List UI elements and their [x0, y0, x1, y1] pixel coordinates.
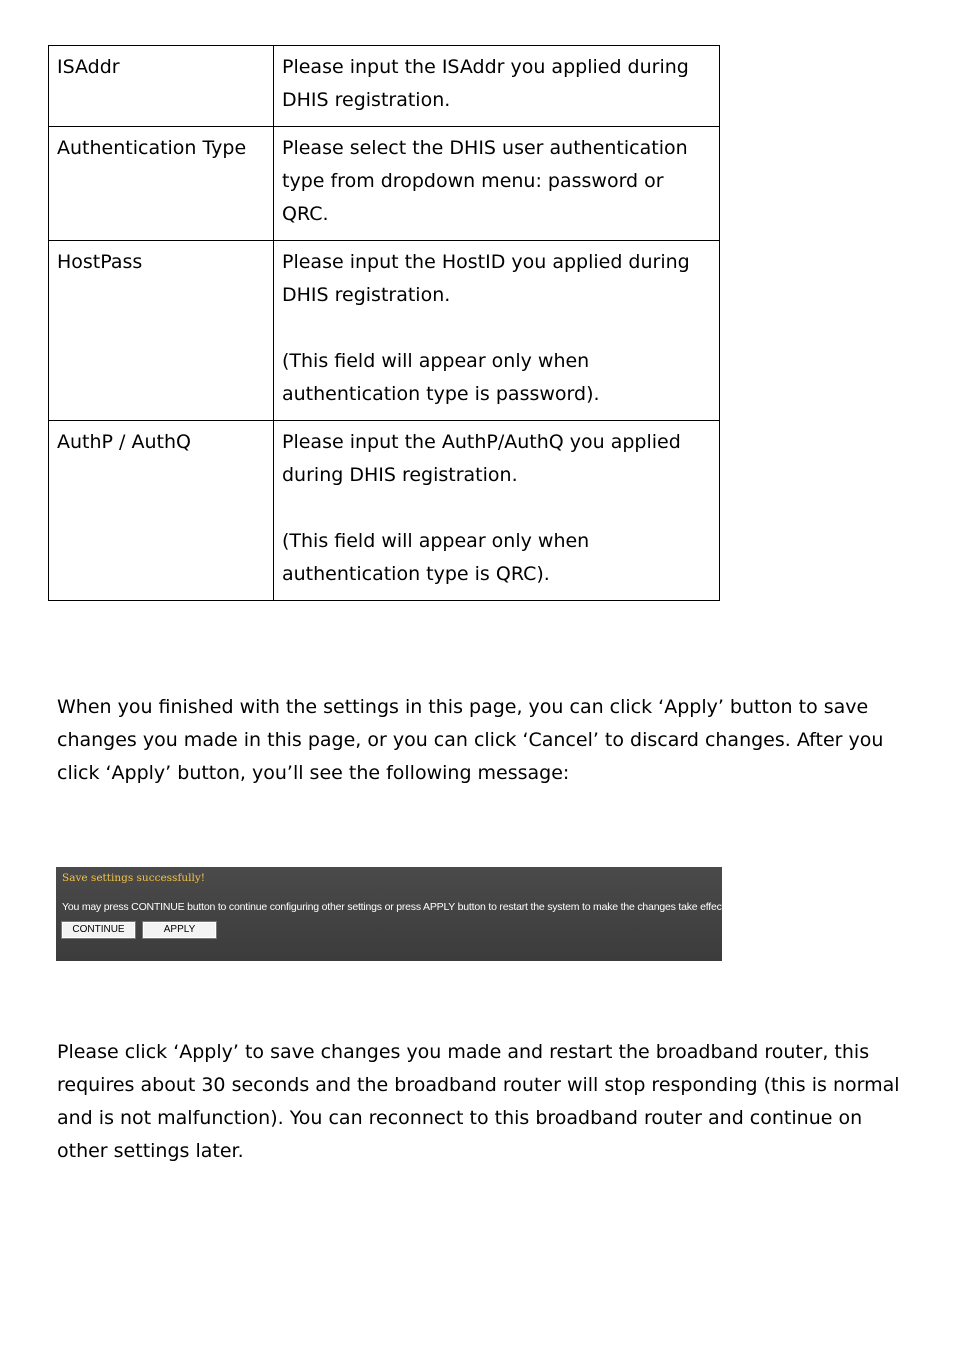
- description-text: Please input the HostID you applied during DHIS registration.: [282, 251, 690, 306]
- term-cell: ISAddr: [49, 46, 274, 127]
- description-cell: [274, 46, 720, 127]
- description-note: (This field will appear only when authentication type is password).: [282, 350, 600, 405]
- table-row: [49, 241, 720, 421]
- table-row: [49, 127, 720, 241]
- settings-definition-table: [48, 45, 720, 601]
- description-text: Please input the ISAddr you applied during DHIS registration.: [282, 56, 689, 111]
- description-text: Please select the DHIS user authentication type from dropdown menu: password or QRC.: [282, 137, 688, 225]
- table-row: [49, 46, 720, 127]
- description-cell: [274, 127, 720, 241]
- term-cell: AuthP / AuthQ: [49, 421, 274, 601]
- term-cell: Authentication Type: [49, 127, 274, 241]
- description-note: (This field will appear only when authentication type is QRC).: [282, 530, 590, 585]
- continue-button[interactable]: CONTINUE: [62, 922, 135, 938]
- description-cell: [274, 421, 720, 601]
- table-row: [49, 421, 720, 601]
- apply-instructions-paragraph: When you finished with the settings in this page, you can click ‘Apply’ button to save changes you made in this page, or you can click ‘Cancel’ to discard changes. After you click ‘Apply’ button, you’ll see the following message:: [57, 696, 884, 784]
- save-success-title: Save settings successfully!: [62, 872, 205, 884]
- term-cell: HostPass: [49, 241, 274, 421]
- save-success-message: You may press CONTINUE button to continue configuring other settings or press APPLY button to restart the system to make the changes take effect.: [62, 901, 728, 913]
- screenshot-button-row: [62, 922, 716, 938]
- apply-button[interactable]: APPLY: [143, 922, 216, 938]
- restart-notice-paragraph: Please click ‘Apply’ to save changes you made and restart the broadband router, this requires about 30 seconds and the broadband router will stop responding (this is normal and is not malfunction). You can reconnect to this broadband router and continue on other settings later.: [57, 1041, 900, 1162]
- save-success-screenshot: [56, 867, 728, 961]
- description-cell: [274, 241, 720, 421]
- description-text: Please input the AuthP/AuthQ you applied during DHIS registration.: [282, 431, 681, 486]
